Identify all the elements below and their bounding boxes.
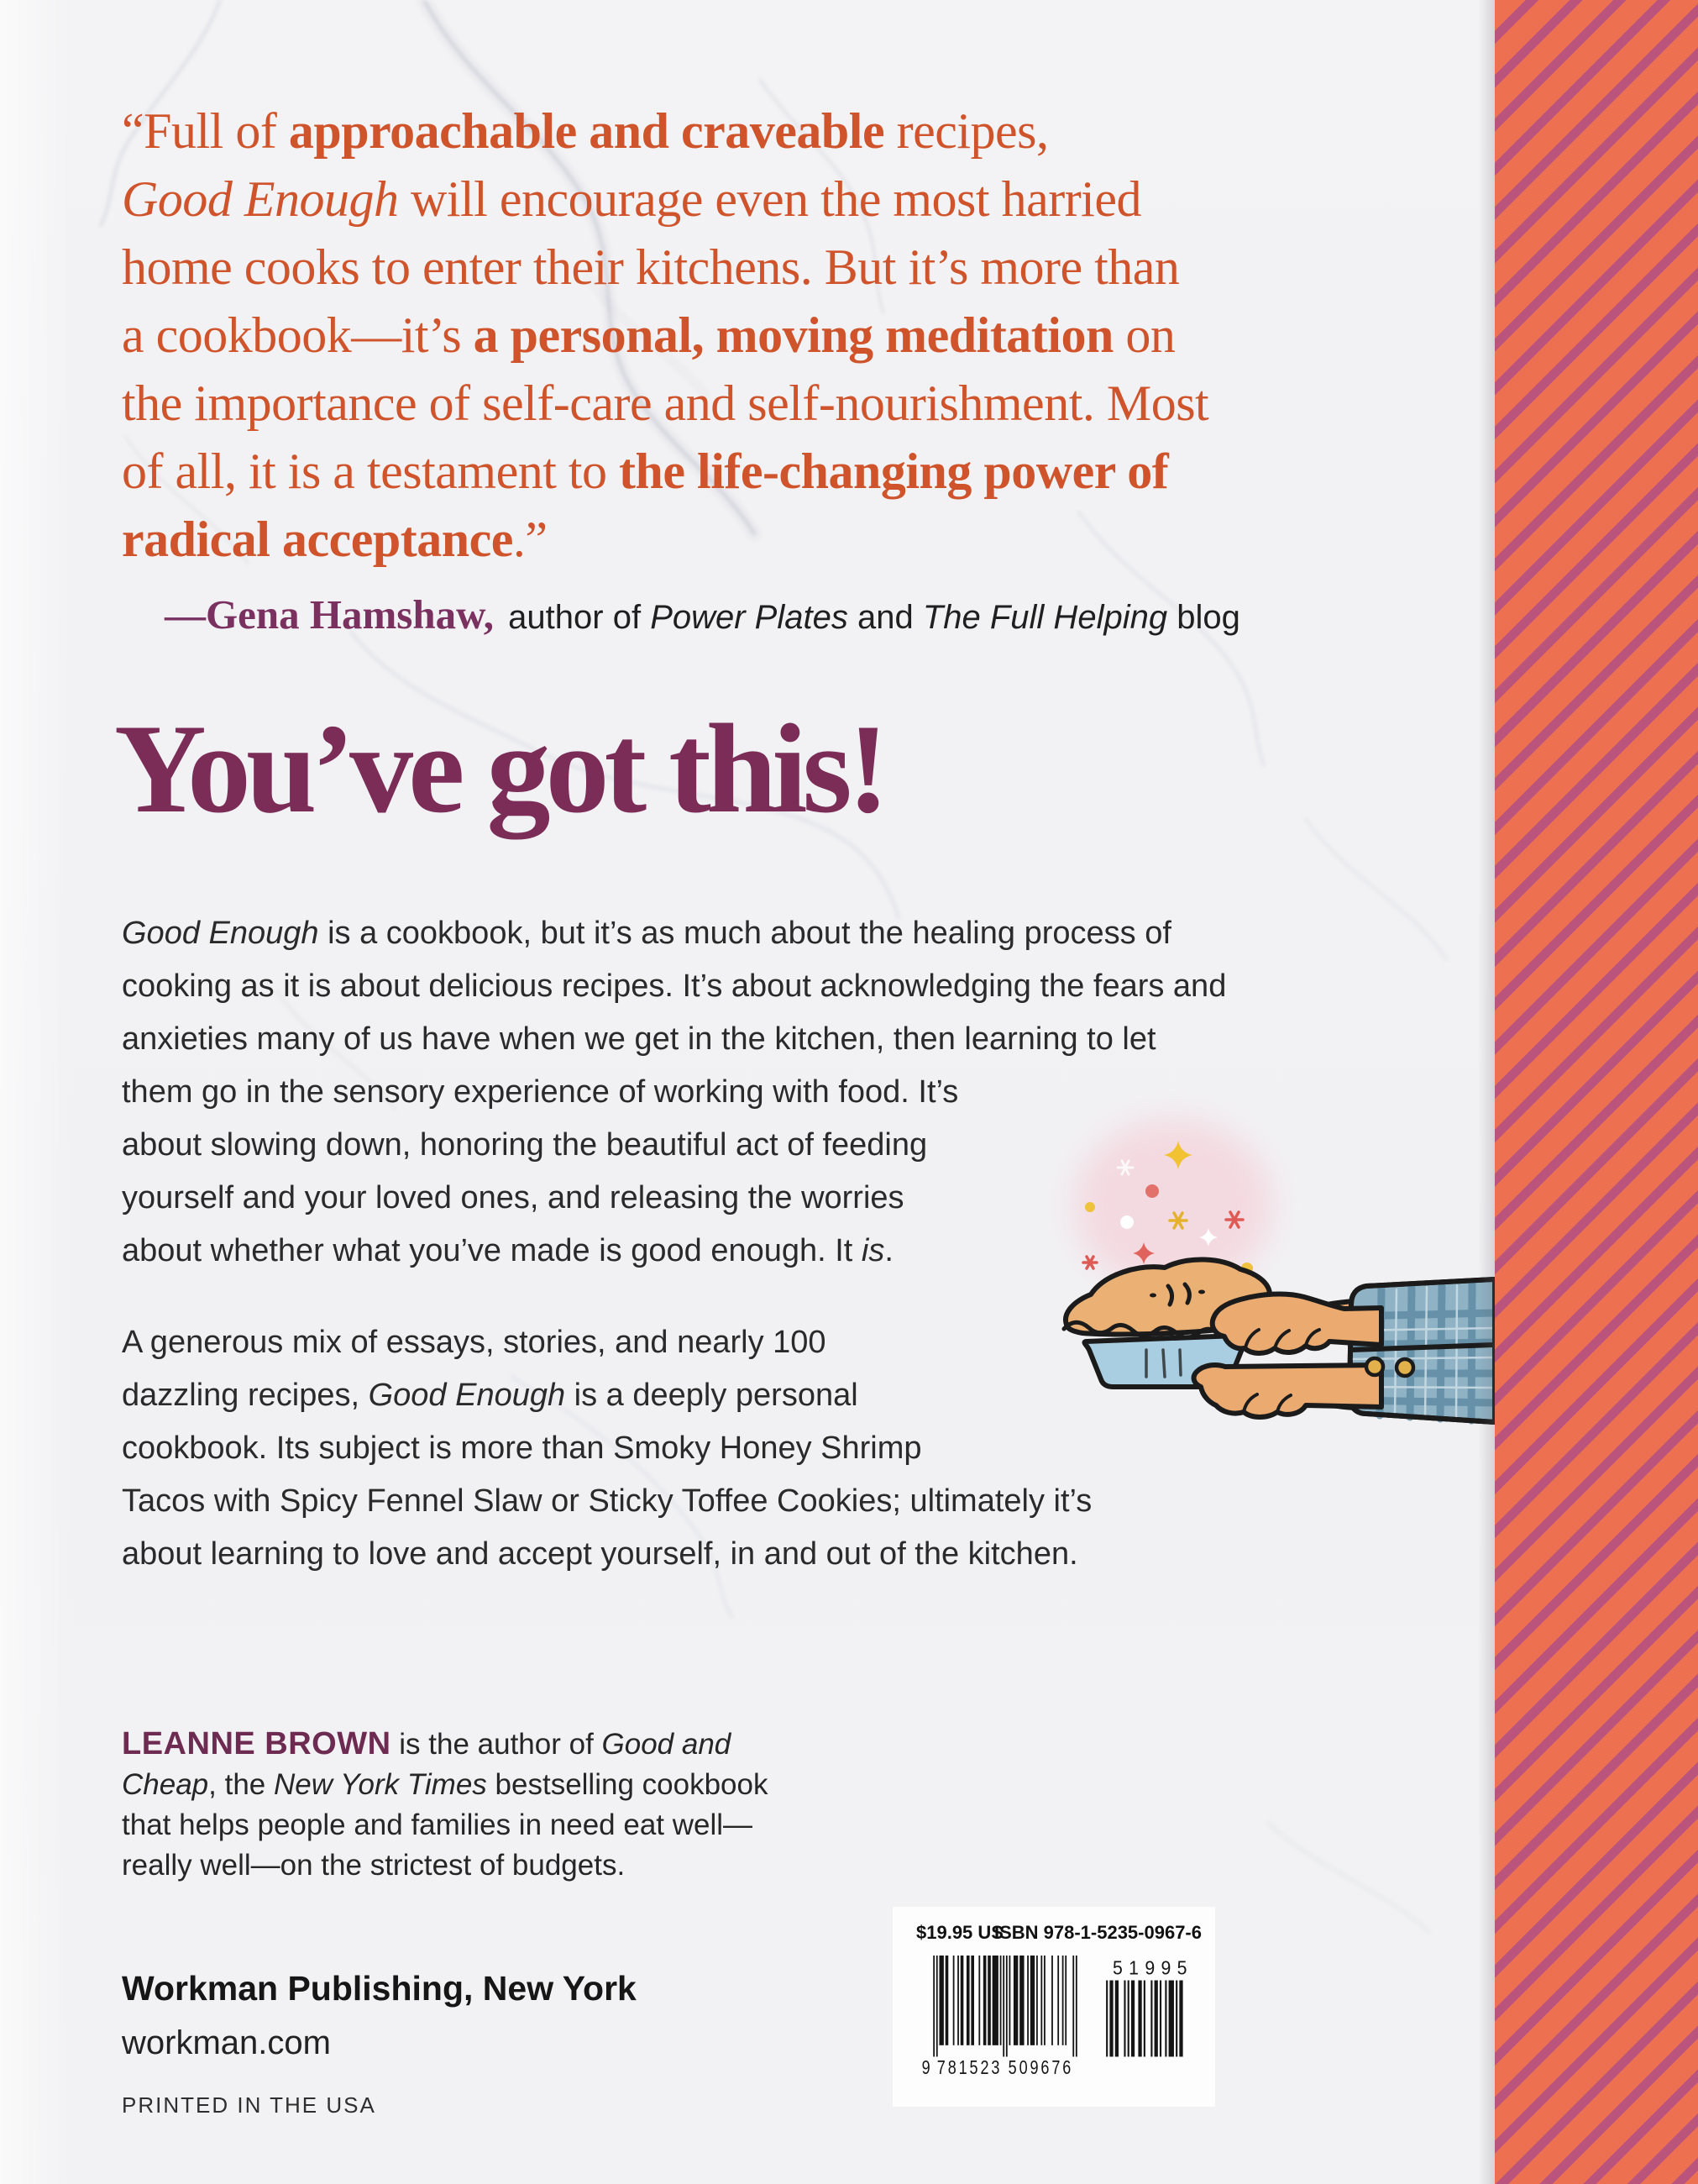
svg-text:781523: 781523 bbox=[936, 2056, 1003, 2079]
text-line: about learning to love and accept yourself, in and out of the kitchen. bbox=[122, 1536, 1078, 1572]
publisher-website: workman.com bbox=[122, 2024, 331, 2061]
text-line: about slowing down, honoring the beautiful act of feeding bbox=[122, 1127, 928, 1163]
text-line: Good Enough will encourage even the most harried bbox=[122, 171, 1141, 227]
svg-text:5: 5 bbox=[1177, 1957, 1187, 1979]
book-spine bbox=[1495, 0, 1698, 2184]
author-bio bbox=[122, 1724, 768, 1886]
quote-attribution: —Gena Hamshaw, author of Power Plates and The Full Helping blog bbox=[165, 591, 1240, 638]
text-line: Tacos with Spicy Fennel Slaw or Sticky Toffee Cookies; ultimately it’s bbox=[122, 1483, 1093, 1519]
hands-holding-pie-illustration bbox=[1020, 1088, 1495, 1483]
price-label: $19.95 US bbox=[916, 1922, 1004, 1943]
text-line: radical acceptance.” bbox=[122, 512, 548, 567]
text-line: that helps people and families in need eat well— bbox=[122, 1809, 753, 1841]
text-line: A generous mix of essays, stories, and nearly 100 bbox=[122, 1325, 826, 1360]
text-line: home cooks to enter their kitchens. But it’s more than bbox=[122, 239, 1180, 295]
text-line: cookbook. Its subject is more than Smoky Honey Shrimp bbox=[122, 1431, 922, 1466]
text-line: “Full of approachable and craveable recipes, bbox=[122, 103, 1049, 159]
text-line: cooking as it is about delicious recipes. It’s about acknowledging the fears and bbox=[122, 969, 1227, 1004]
ean5-barcode bbox=[1104, 1956, 1188, 2082]
text-line: the importance of self-care and self-nourishment. Most bbox=[122, 375, 1209, 431]
text-line: LEANNE BROWN is the author of Good and bbox=[122, 1726, 731, 1761]
text-line: a cookbook—it’s a personal, moving meditation on bbox=[122, 307, 1176, 363]
description-paragraph bbox=[122, 1316, 1092, 1581]
spine-shadow bbox=[1478, 0, 1495, 2184]
headline: You’ve got this! bbox=[114, 698, 885, 839]
text-line: dazzling recipes, Good Enough is a deeply personal bbox=[122, 1378, 858, 1413]
svg-text:9: 9 bbox=[1161, 1957, 1171, 1979]
text-line: yourself and your loved ones, and releasing the worries bbox=[122, 1180, 904, 1215]
text-line: of all, it is a testament to the life-changing power of bbox=[122, 444, 1169, 499]
publisher-name: Workman Publishing, New York bbox=[122, 1969, 637, 2008]
ean13-barcode bbox=[920, 1956, 1091, 2082]
svg-text:509676: 509676 bbox=[1008, 2056, 1074, 2079]
barcode-box bbox=[893, 1907, 1215, 2107]
svg-text:9: 9 bbox=[1145, 1957, 1156, 1979]
text-line: about whether what you’ve made is good enough. It is. bbox=[122, 1233, 894, 1268]
text-line: anxieties many of us have when we get in the kitchen, then learning to let bbox=[122, 1021, 1156, 1057]
text-line: Good Enough is a cookbook, but it’s as much about the healing process of bbox=[122, 916, 1171, 951]
review-quote bbox=[122, 97, 1208, 574]
text-line: them go in the sensory experience of working with food. It’s bbox=[122, 1074, 959, 1110]
text-line: really well—on the strictest of budgets. bbox=[122, 1849, 626, 1882]
text-line: Cheap, the New York Times bestselling cookbook bbox=[122, 1768, 768, 1801]
svg-text:1: 1 bbox=[1129, 1957, 1140, 1979]
svg-text:9: 9 bbox=[921, 2056, 930, 2079]
page-edge-highlight bbox=[0, 0, 72, 2184]
svg-text:5: 5 bbox=[1113, 1957, 1123, 1979]
printed-in-usa: PRINTED IN THE USA bbox=[122, 2092, 376, 2118]
isbn-label: ISBN 978-1-5235-0967-6 bbox=[993, 1922, 1202, 1943]
